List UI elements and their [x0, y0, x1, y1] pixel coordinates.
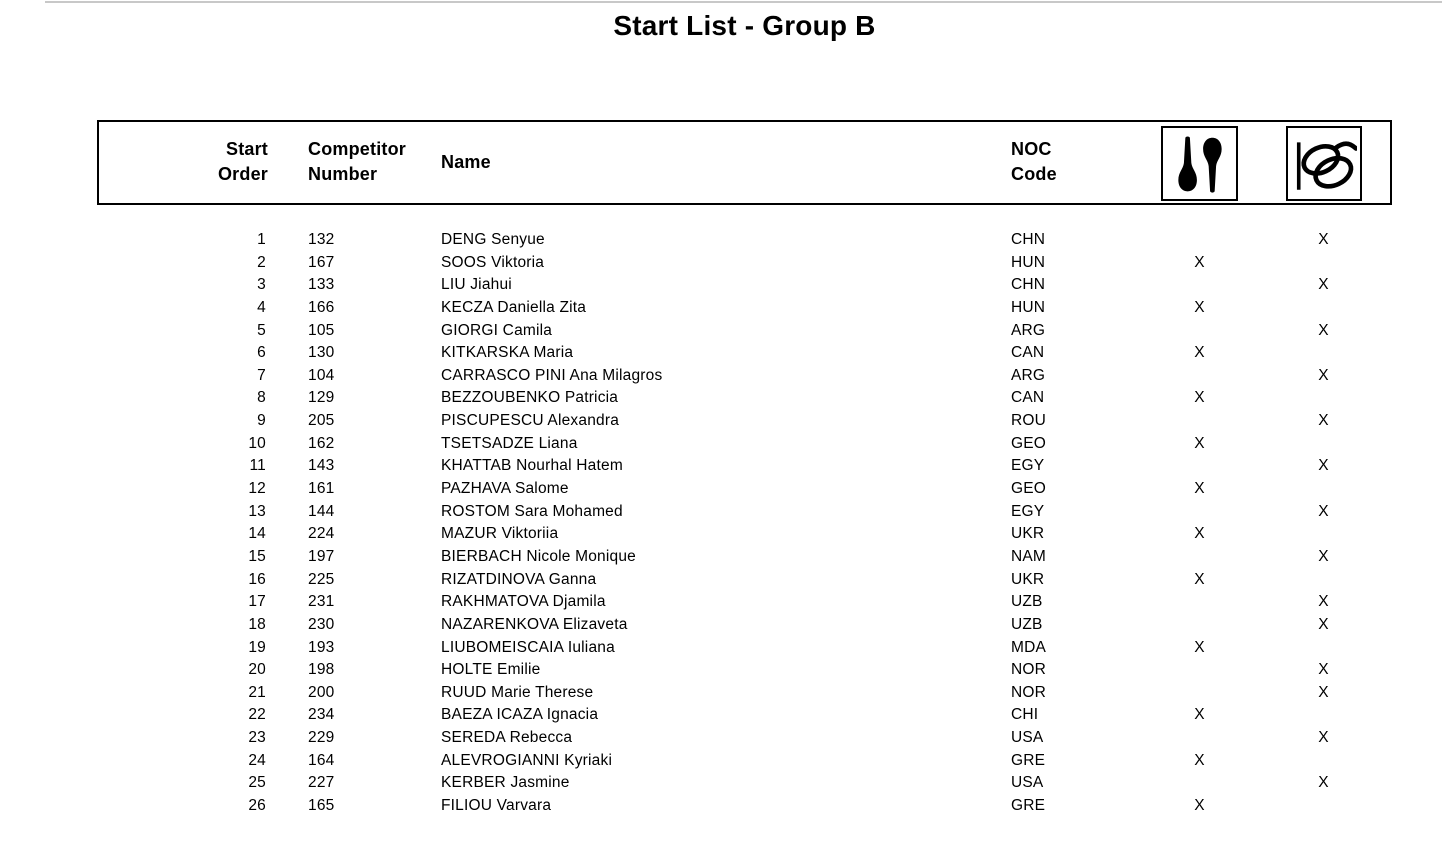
table-rows — [0, 229, 1442, 818]
table-row — [0, 433, 1442, 456]
competitor-number-cell: 205 — [308, 412, 335, 430]
column-header-ribbon — [1286, 126, 1362, 201]
start-order-cell: 5 — [257, 321, 266, 339]
competitor-number-cell: 197 — [308, 547, 335, 565]
competitor-number-cell: 129 — [308, 389, 335, 407]
noc-code-cell: UKR — [1011, 570, 1045, 588]
competitor-name-cell: BIERBACH Nicole Monique — [441, 547, 636, 565]
noc-code-cell: USA — [1011, 729, 1044, 747]
table-row — [0, 365, 1442, 388]
noc-code-cell: UKR — [1011, 525, 1045, 543]
start-order-cell: 9 — [257, 412, 266, 430]
table-row — [0, 274, 1442, 297]
clubs-mark-cell: X — [1194, 434, 1205, 452]
competitor-number-cell: 167 — [308, 253, 335, 271]
column-header-competitor-number — [308, 137, 406, 187]
competitor-number-cell: 200 — [308, 683, 335, 701]
table-row — [0, 229, 1442, 252]
noc-code-cell: USA — [1011, 774, 1044, 792]
ribbon-mark-cell: X — [1318, 661, 1329, 679]
clubs-mark-cell: X — [1194, 525, 1205, 543]
noc-code-cell: HUN — [1011, 253, 1046, 271]
start-order-cell: 4 — [257, 298, 266, 316]
competitor-name-cell: CARRASCO PINI Ana Milagros — [441, 366, 663, 384]
ribbon-mark-cell: X — [1318, 366, 1329, 384]
clubs-mark-cell: X — [1194, 298, 1205, 316]
start-order-cell: 1 — [257, 231, 266, 248]
competitor-name-cell: ALEVROGIANNI Kyriaki — [441, 751, 613, 769]
competitor-name-cell: PISCUPESCU Alexandra — [441, 412, 620, 430]
competitor-number-cell: 193 — [308, 638, 335, 656]
noc-code-cell: EGY — [1011, 457, 1045, 475]
table-row — [0, 569, 1442, 592]
competitor-number-cell: 224 — [308, 525, 335, 543]
competitor-name-cell: DENG Senyue — [441, 231, 545, 248]
competitor-name-cell: TSETSADZE Liana — [441, 434, 578, 452]
competitor-number-cell: 130 — [308, 344, 335, 362]
ribbon-mark-cell: X — [1318, 231, 1329, 248]
clubs-mark-cell: X — [1194, 797, 1205, 815]
competitor-name-cell: MAZUR Viktoriia — [441, 525, 559, 543]
competitor-number-cell: 133 — [308, 276, 335, 294]
noc-code-cell: MDA — [1011, 638, 1047, 656]
table-row — [0, 637, 1442, 660]
noc-code-cell: CHI — [1011, 706, 1039, 724]
competitor-name-cell: RAKHMATOVA Djamila — [441, 593, 606, 611]
noc-code-cell: ARG — [1011, 321, 1046, 339]
clubs-mark-cell: X — [1194, 751, 1205, 769]
start-order-cell: 6 — [257, 344, 266, 362]
table-row — [0, 455, 1442, 478]
competitor-number-cell: 104 — [308, 366, 335, 384]
competitor-number-cell: 166 — [308, 298, 335, 316]
table-row — [0, 682, 1442, 705]
competitor-name-cell: LIU Jiahui — [441, 276, 512, 294]
noc-code-cell: EGY — [1011, 502, 1045, 520]
competitor-name-cell: KHATTAB Nourhal Hatem — [441, 457, 623, 475]
competitor-name-cell: SEREDA Rebecca — [441, 729, 573, 747]
start-order-cell: 18 — [248, 615, 266, 633]
competitor-number-cell: 164 — [308, 751, 335, 769]
table-row — [0, 772, 1442, 795]
page-title: Start List - Group B — [613, 10, 876, 41]
competitor-number-cell: 234 — [308, 706, 335, 724]
table-row — [0, 387, 1442, 410]
competitor-name-cell: NAZARENKOVA Elizaveta — [441, 615, 628, 633]
start-order-cell: 23 — [248, 729, 266, 747]
competitor-number-line1: Competitor — [308, 139, 406, 159]
table-row — [0, 252, 1442, 275]
column-header-noc-code — [1011, 137, 1057, 187]
noc-code-cell: ARG — [1011, 366, 1046, 384]
competitor-name-cell: PAZHAVA Salome — [441, 480, 569, 498]
competitor-number-cell: 225 — [308, 570, 335, 588]
noc-code-cell: NOR — [1011, 683, 1047, 701]
ribbon-mark-cell: X — [1318, 457, 1329, 475]
clubs-mark-cell: X — [1194, 480, 1205, 498]
competitor-number-cell: 231 — [308, 593, 335, 611]
table-row — [0, 750, 1442, 773]
noc-code-cell: HUN — [1011, 298, 1046, 316]
competitor-name-cell: KECZA Daniella Zita — [441, 298, 587, 316]
competitor-number-cell: 229 — [308, 729, 335, 747]
noc-code-cell: GEO — [1011, 434, 1047, 452]
start-order-cell: 8 — [257, 389, 266, 407]
competitor-name-cell: GIORGI Camila — [441, 321, 553, 339]
competitor-name-cell: RIZATDINOVA Ganna — [441, 570, 597, 588]
competitor-number-cell: 162 — [308, 434, 335, 452]
competitor-number-cell: 227 — [308, 774, 335, 792]
start-order-cell: 11 — [249, 457, 266, 475]
ribbon-mark-cell: X — [1318, 276, 1329, 294]
ribbon-icon — [1291, 131, 1357, 197]
competitor-number-cell: 132 — [308, 231, 335, 248]
clubs-mark-cell: X — [1194, 638, 1205, 656]
noc-code-cell: CAN — [1011, 389, 1045, 407]
noc-code-line2: Code — [1011, 164, 1057, 184]
clubs-mark-cell: X — [1194, 344, 1205, 362]
competitor-name-cell: HOLTE Emilie — [441, 661, 541, 679]
start-order-cell: 2 — [257, 253, 266, 271]
table-row — [0, 410, 1442, 433]
competitor-name-cell: BAEZA ICAZA Ignacia — [441, 706, 599, 724]
competitor-number-line2: Number — [308, 164, 378, 184]
table-row — [0, 320, 1442, 343]
clubs-mark-cell: X — [1194, 253, 1205, 271]
start-order-cell: 13 — [248, 502, 266, 520]
start-order-cell: 26 — [248, 797, 266, 815]
start-order-cell: 20 — [248, 661, 266, 679]
noc-code-cell: GEO — [1011, 480, 1047, 498]
competitor-number-cell: 230 — [308, 615, 335, 633]
noc-code-cell: NAM — [1011, 547, 1047, 565]
top-rule-divider — [45, 1, 1442, 3]
table-row — [0, 659, 1442, 682]
table-row — [0, 614, 1442, 637]
start-order-cell: 12 — [248, 480, 266, 498]
competitor-number-cell: 198 — [308, 661, 335, 679]
table-row — [0, 591, 1442, 614]
start-order-cell: 7 — [257, 366, 266, 384]
ribbon-mark-cell: X — [1318, 321, 1329, 339]
noc-code-cell: GRE — [1011, 797, 1046, 815]
column-header-start-order — [160, 137, 268, 187]
clubs-icon — [1167, 131, 1233, 197]
table-row — [0, 342, 1442, 365]
competitor-number-cell: 165 — [308, 797, 335, 815]
noc-code-cell: ROU — [1011, 412, 1047, 430]
start-order-cell: 24 — [248, 751, 266, 769]
start-order-cell: 25 — [248, 774, 266, 792]
start-order-cell: 10 — [248, 434, 266, 452]
ribbon-mark-cell: X — [1318, 593, 1329, 611]
ribbon-mark-cell: X — [1318, 547, 1329, 565]
table-row — [0, 478, 1442, 501]
competitor-name-cell: ROSTOM Sara Mohamed — [441, 502, 623, 520]
noc-code-cell: NOR — [1011, 661, 1047, 679]
table-row — [0, 297, 1442, 320]
noc-code-cell: CHN — [1011, 276, 1046, 294]
ribbon-mark-cell: X — [1318, 502, 1329, 520]
column-header-clubs — [1161, 126, 1238, 201]
competitor-name-cell: RUUD Marie Therese — [441, 683, 594, 701]
noc-code-cell: GRE — [1011, 751, 1046, 769]
noc-code-cell: UZB — [1011, 615, 1043, 633]
competitor-name-cell: SOOS Viktoria — [441, 253, 545, 271]
start-order-cell: 22 — [248, 706, 266, 724]
ribbon-mark-cell: X — [1318, 729, 1329, 747]
start-order-cell: 21 — [248, 683, 266, 701]
start-order-cell: 17 — [248, 593, 266, 611]
start-order-cell: 3 — [257, 276, 266, 294]
competitor-name-cell: KITKARSKA Maria — [441, 344, 574, 362]
noc-code-cell: CHN — [1011, 231, 1046, 248]
ribbon-mark-cell: X — [1318, 615, 1329, 633]
ribbon-mark-cell: X — [1318, 683, 1329, 701]
start-order-cell: 16 — [248, 570, 266, 588]
start-order-line2: Order — [217, 164, 268, 184]
competitor-name-cell: KERBER Jasmine — [441, 774, 570, 792]
column-header-name: Name — [441, 152, 491, 172]
competitor-number-cell: 105 — [308, 321, 335, 339]
clubs-mark-cell: X — [1194, 570, 1205, 588]
start-order-cell: 15 — [248, 547, 266, 565]
clubs-mark-cell: X — [1194, 389, 1205, 407]
ribbon-mark-cell: X — [1318, 412, 1329, 430]
competitor-number-cell: 143 — [308, 457, 335, 475]
start-order-cell: 19 — [248, 638, 266, 656]
competitor-name-cell: FILIOU Varvara — [441, 797, 552, 815]
start-order-line1: Start — [225, 139, 268, 159]
start-order-cell: 14 — [248, 525, 266, 543]
noc-code-cell: CAN — [1011, 344, 1045, 362]
table-row — [0, 501, 1442, 524]
table-row — [0, 704, 1442, 727]
competitor-name-cell: BEZZOUBENKO Patricia — [441, 389, 619, 407]
ribbon-mark-cell: X — [1318, 774, 1329, 792]
table-row — [0, 795, 1442, 818]
table-row — [0, 523, 1442, 546]
table-row — [0, 546, 1442, 569]
clubs-mark-cell: X — [1194, 706, 1205, 724]
competitor-number-cell: 144 — [308, 502, 335, 520]
table-row — [0, 727, 1442, 750]
competitor-name-cell: LIUBOMEISCAIA Iuliana — [441, 638, 615, 656]
competitor-number-cell: 161 — [308, 480, 335, 498]
noc-code-line1: NOC — [1011, 139, 1052, 159]
noc-code-cell: UZB — [1011, 593, 1043, 611]
